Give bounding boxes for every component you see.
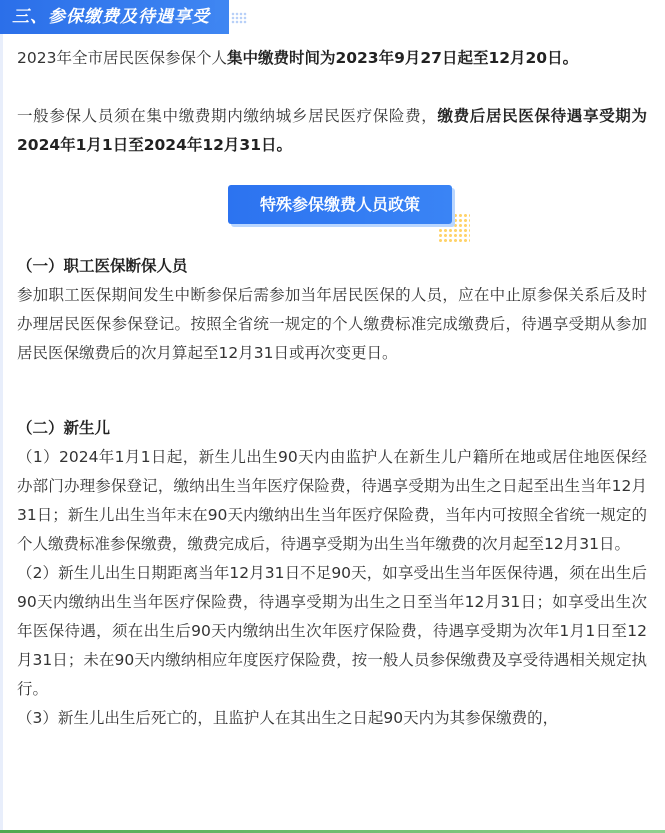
section-2-paragraph-1: （1）2024年1月1日起，新生儿出生90天内由监护人在新生儿户籍所在地或居住地医保经办部门办理参保登记，缴纳出生当年医疗保险费，待遇享受期为出生之日起至出生当年12月31日；新生儿出生当年末在90天内缴纳出生当年医疗保险费，当年内可按照全省统一规定的个人缴费标准参保缴费，缴费完成后，待遇享受期为出生当年缴费的次月起至12月31日。: [17, 448, 647, 553]
left-rule: [0, 0, 3, 833]
section-2-paragraph-3: （3）新生儿出生后死亡的，且监护人在其出生之日起90天内为其参保缴费的，: [17, 709, 559, 727]
intro-2-bold: 缴费后居民医保待遇享受期为2024年1月1日至2024年12月31日。: [17, 107, 647, 154]
section-header: [0, 0, 229, 34]
section-2-paragraph-2: （2）新生儿出生日期距离当年12月31日不足90天，如享受出生当年医保待遇，须在出生后90天内缴纳出生当年医疗保险费，待遇享受期为出生之日至当年12月31日；如享受出生次年医保待遇，须在出生后90天内缴纳出生次年医疗保险费，待遇享受期为次年1月1日至12月31日；未在90天内缴纳相应年度医疗保险费，按一般人员参保缴费及享受待遇相关规定执行。: [17, 564, 647, 698]
section-1-paragraph: 参加职工医保期间发生中断参保后需参加当年居民医保的人员，应在中止原参保关系后及时办理居民医保参保登记。按照全省统一规定的个人缴费标准完成缴费后，待遇享受期从参加居民医保缴费后的次月算起至12月31日或再次变更日。: [17, 286, 647, 362]
policy-pill-wrap: [17, 160, 647, 252]
intro-paragraph-1: [17, 44, 647, 73]
header-tail-decoration: [215, 0, 229, 34]
header-dots-decoration: [231, 12, 247, 24]
intro-paragraph-2: [17, 102, 647, 160]
intro-2-text: 一般参保人员须在集中缴费期内缴纳城乡居民医疗保险费，: [17, 107, 438, 125]
article-content: [17, 44, 647, 733]
intro-1-text: 2023年全市居民医保参保个人: [17, 49, 227, 67]
section-title: 三、参保缴费及待遇享受: [12, 7, 210, 27]
policy-pill: 特殊参保缴费人员政策: [228, 185, 452, 224]
section-2-heading: （二）新生儿: [17, 419, 111, 437]
intro-1-bold: 集中缴费时间为2023年9月27日起至12月20日。: [226, 49, 579, 67]
section-1-heading: （一）职工医保断保人员: [17, 257, 188, 275]
